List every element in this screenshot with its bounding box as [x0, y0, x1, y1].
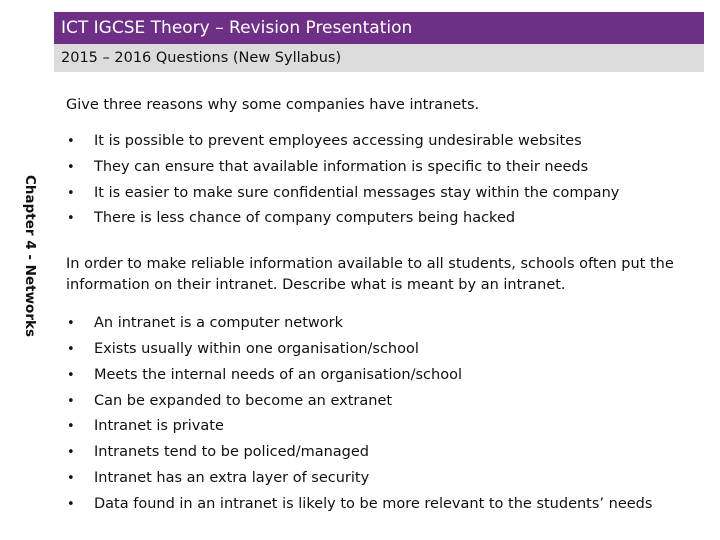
- bullet-icon: •: [67, 134, 75, 149]
- answer-item: [66, 466, 706, 492]
- chapter-side-tab: [0, 0, 50, 540]
- bullet-icon: •: [67, 185, 75, 201]
- answer-text: It is possible to prevent employees accessing undesirable websites: [94, 133, 582, 149]
- answer-item: [66, 414, 706, 440]
- answer-item: [66, 492, 706, 518]
- bullet-icon: •: [67, 393, 75, 409]
- bullet-icon: •: [67, 341, 75, 357]
- chapter-label: Chapter 4 - Networks: [22, 175, 38, 337]
- answer-text: Can be expanded to become an extranet: [94, 392, 393, 409]
- slide-content: [66, 95, 706, 518]
- answer-text: They can ensure that available information is specific to their needs: [94, 158, 589, 175]
- answer-item: [66, 363, 706, 389]
- answer-item: [66, 155, 706, 181]
- bullet-icon: •: [67, 211, 75, 227]
- question-2: In order to make reliable information available to all students, schools often put the information on their intranet. Describe what is meant by an intranet.: [66, 256, 674, 294]
- answer-list-2: [66, 311, 706, 517]
- bullet-icon: •: [67, 419, 75, 435]
- answer-item: [66, 181, 706, 207]
- bullet-icon: •: [67, 445, 75, 461]
- answer-item: [66, 206, 706, 232]
- answer-text: Data found in an intranet is likely to be more relevant to the students’ needs: [94, 495, 653, 512]
- answer-item: [66, 311, 706, 337]
- answer-item: [66, 337, 706, 363]
- answer-text: There is less chance of company computers being hacked: [94, 210, 516, 227]
- answer-item: [66, 129, 706, 155]
- answer-item: [66, 389, 706, 415]
- slide-subtitle: 2015 – 2016 Questions (New Syllabus): [54, 44, 704, 72]
- answer-item: [66, 440, 706, 466]
- answer-text: Intranets tend to be policed/managed: [94, 444, 369, 461]
- answer-list-1: [66, 129, 706, 232]
- bullet-icon: •: [67, 367, 75, 383]
- slide-title: ICT IGCSE Theory – Revision Presentation: [54, 12, 704, 44]
- bullet-icon: •: [67, 470, 75, 486]
- question-1: Give three reasons why some companies have intranets.: [66, 97, 480, 113]
- answer-text: Exists usually within one organisation/school: [94, 340, 419, 357]
- answer-text: Meets the internal needs of an organisation/school: [94, 366, 462, 383]
- answer-text: Intranet is private: [94, 418, 224, 435]
- bullet-icon: •: [67, 316, 75, 332]
- bullet-icon: •: [67, 159, 75, 175]
- bullet-icon: •: [67, 496, 75, 512]
- answer-text: Intranet has an extra layer of security: [94, 469, 370, 486]
- answer-text: An intranet is a computer network: [94, 315, 343, 332]
- answer-text: It is easier to make sure confidential messages stay within the company: [94, 184, 620, 201]
